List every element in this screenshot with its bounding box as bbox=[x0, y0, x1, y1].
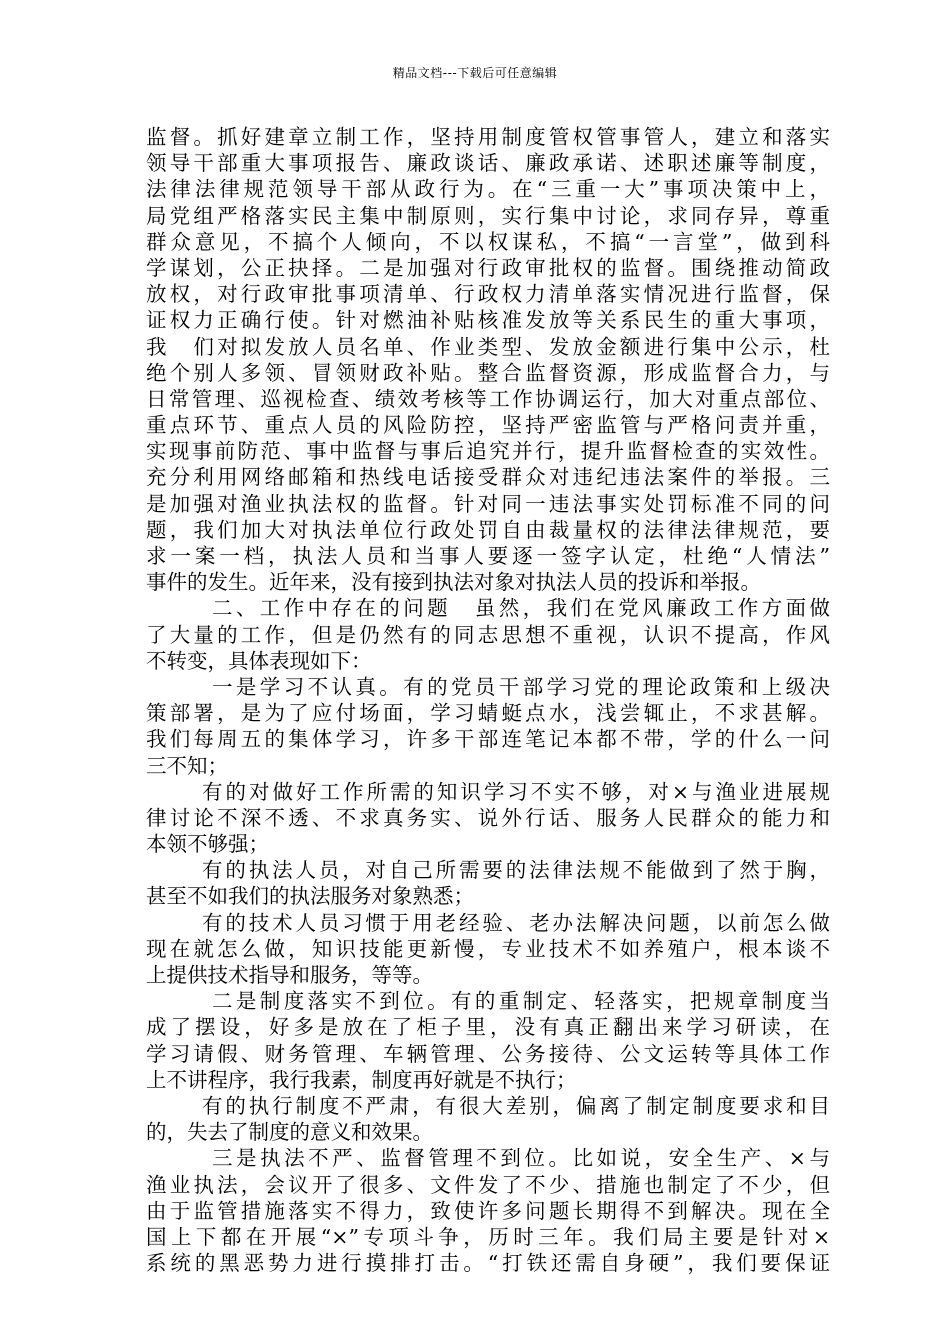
text-line: 现在就怎么做，知识技能更新慢，专业技术不如养殖户，根本谈不 bbox=[146, 936, 830, 961]
text-line: 的，失去了制度的意义和效果。 bbox=[146, 1120, 433, 1145]
document-body bbox=[146, 124, 830, 1276]
text-line: 三是执法不严、监督管理不到位。比如说，安全生产、×与 bbox=[212, 1146, 830, 1171]
text-line: 我 们对拟发放人员名单、作业类型、发放金额进行集中公示，杜 bbox=[146, 334, 830, 359]
text-line: 律讨论不深不透、不求真务实、说外行话、服务人民群众的能力和 bbox=[146, 805, 830, 830]
text-line: 重点环节、重点人员的风险防控，坚持严密监管与严格问责并重， bbox=[146, 413, 830, 438]
text-line: 群众意见，不搞个人倾向，不以权谋私，不搞“一言堂”，做到科 bbox=[146, 229, 830, 254]
text-line: 成了摆设，好多是放在了柜子里，没有真正翻出来学习研读，在 bbox=[146, 1015, 830, 1040]
text-line: 国上下都在开展“×”专项斗争，历时三年。我们局主要是针对× bbox=[146, 1224, 830, 1249]
text-line: 策部署，是为了应付场面，学习蜻蜓点水，浅尝辄止，不求甚解。 bbox=[146, 701, 830, 726]
text-line: 放权，对行政审批事项清单、行政权力清单落实情况进行监督，保 bbox=[146, 282, 830, 307]
text-line: 一是学习不认真。有的党员干部学习党的理论政策和上级决 bbox=[212, 674, 830, 699]
text-line: 有的对做好工作所需的知识学习不实不够，对×与渔业进展规 bbox=[202, 779, 830, 804]
text-line: 二、工作中存在的问题 虽然，我们在党风廉政工作方面做 bbox=[212, 596, 830, 621]
text-line: 不转变，具体表现如下： bbox=[146, 648, 372, 673]
text-line: 有的执行制度不严肃，有很大差别，偏离了制定制度要求和目 bbox=[202, 1093, 830, 1118]
page-header: 精品文档---下载后可任意编辑 bbox=[392, 66, 558, 80]
text-line: 日常管理、巡视检查、绩效考核等工作协调运行，加大对重点部位、 bbox=[146, 386, 830, 411]
text-line: 学习请假、财务管理、车辆管理、公务接待、公文运转等具体工作 bbox=[146, 1041, 830, 1066]
text-line: 有的执法人员，对自己所需要的法律法规不能做到了然于胸， bbox=[202, 858, 830, 883]
text-line: 三不知； bbox=[146, 753, 228, 778]
text-line: 我们每周五的集体学习，许多干部连笔记本都不带，学的什么一问 bbox=[146, 727, 830, 752]
text-line: 由于监管措施落实不得力，致使许多问题长期得不到解决。现在全 bbox=[146, 1198, 830, 1223]
text-line: 了大量的工作，但是仍然有的同志思想不重视，认识不提高，作风 bbox=[146, 622, 830, 647]
text-line: 甚至不如我们的执法服务对象熟悉； bbox=[146, 884, 474, 909]
text-line: 上不讲程序，我行我素，制度再好就是不执行； bbox=[146, 1067, 577, 1092]
text-line: 证权力正确行使。针对燃油补贴核准发放等关系民生的重大事项， bbox=[146, 308, 830, 333]
text-line: 有的技术人员习惯于用老经验、老办法解决问题，以前怎么做 bbox=[202, 910, 830, 935]
text-line: 本领不够强； bbox=[146, 832, 269, 857]
text-line: 是加强对渔业执法权的监督。针对同一违法事实处罚标准不同的问 bbox=[146, 491, 830, 516]
text-line: 求一案一档，执法人员和当事人要逐一签字认定，杜绝“人情法” bbox=[146, 544, 830, 568]
text-line: 局党组严格落实民主集中制原则，实行集中讨论，求同存异，尊重 bbox=[146, 203, 830, 228]
text-line: 充分利用网络邮箱和热线电话接受群众对违纪违法案件的举报。三 bbox=[146, 465, 830, 490]
text-line: 二是制度落实不到位。有的重制定、轻落实，把规章制度当 bbox=[212, 989, 830, 1014]
text-line: 渔业执法，会议开了很多、文件发了不少、措施也制定了不少，但 bbox=[146, 1172, 830, 1197]
text-line: 领导干部重大事项报告、廉政谈话、廉政承诺、述职述廉等制度， bbox=[146, 151, 830, 176]
text-line: 绝个别人多领、冒领财政补贴。整合监督资源，形成监督合力，与 bbox=[146, 360, 830, 385]
text-line: 实现事前防范、事中监督与事后追究并行，提升监督检查的实效性。 bbox=[146, 439, 830, 464]
text-line: 法律法律规范领导干部从政行为。在“三重一大”事项决策中上， bbox=[146, 177, 830, 202]
text-line: 学谋划，公正抉择。二是加强对行政审批权的监督。围绕推动简政 bbox=[146, 255, 830, 280]
text-line: 题，我们加大对执法单位行政处罚自由裁量权的法律法律规范，要 bbox=[146, 517, 830, 542]
text-line: 事件的发生。近年来，没有接到执法对象对执法人员的投诉和举报。 bbox=[146, 570, 761, 595]
text-line: 系统的黑恶势力进行摸排打击。“打铁还需自身硬”，我们要保证 bbox=[146, 1251, 830, 1276]
text-line: 上提供技术指导和服务，等等。 bbox=[146, 963, 433, 987]
text-line: 监督。抓好建章立制工作，坚持用制度管权管事管人，建立和落实 bbox=[146, 125, 830, 149]
